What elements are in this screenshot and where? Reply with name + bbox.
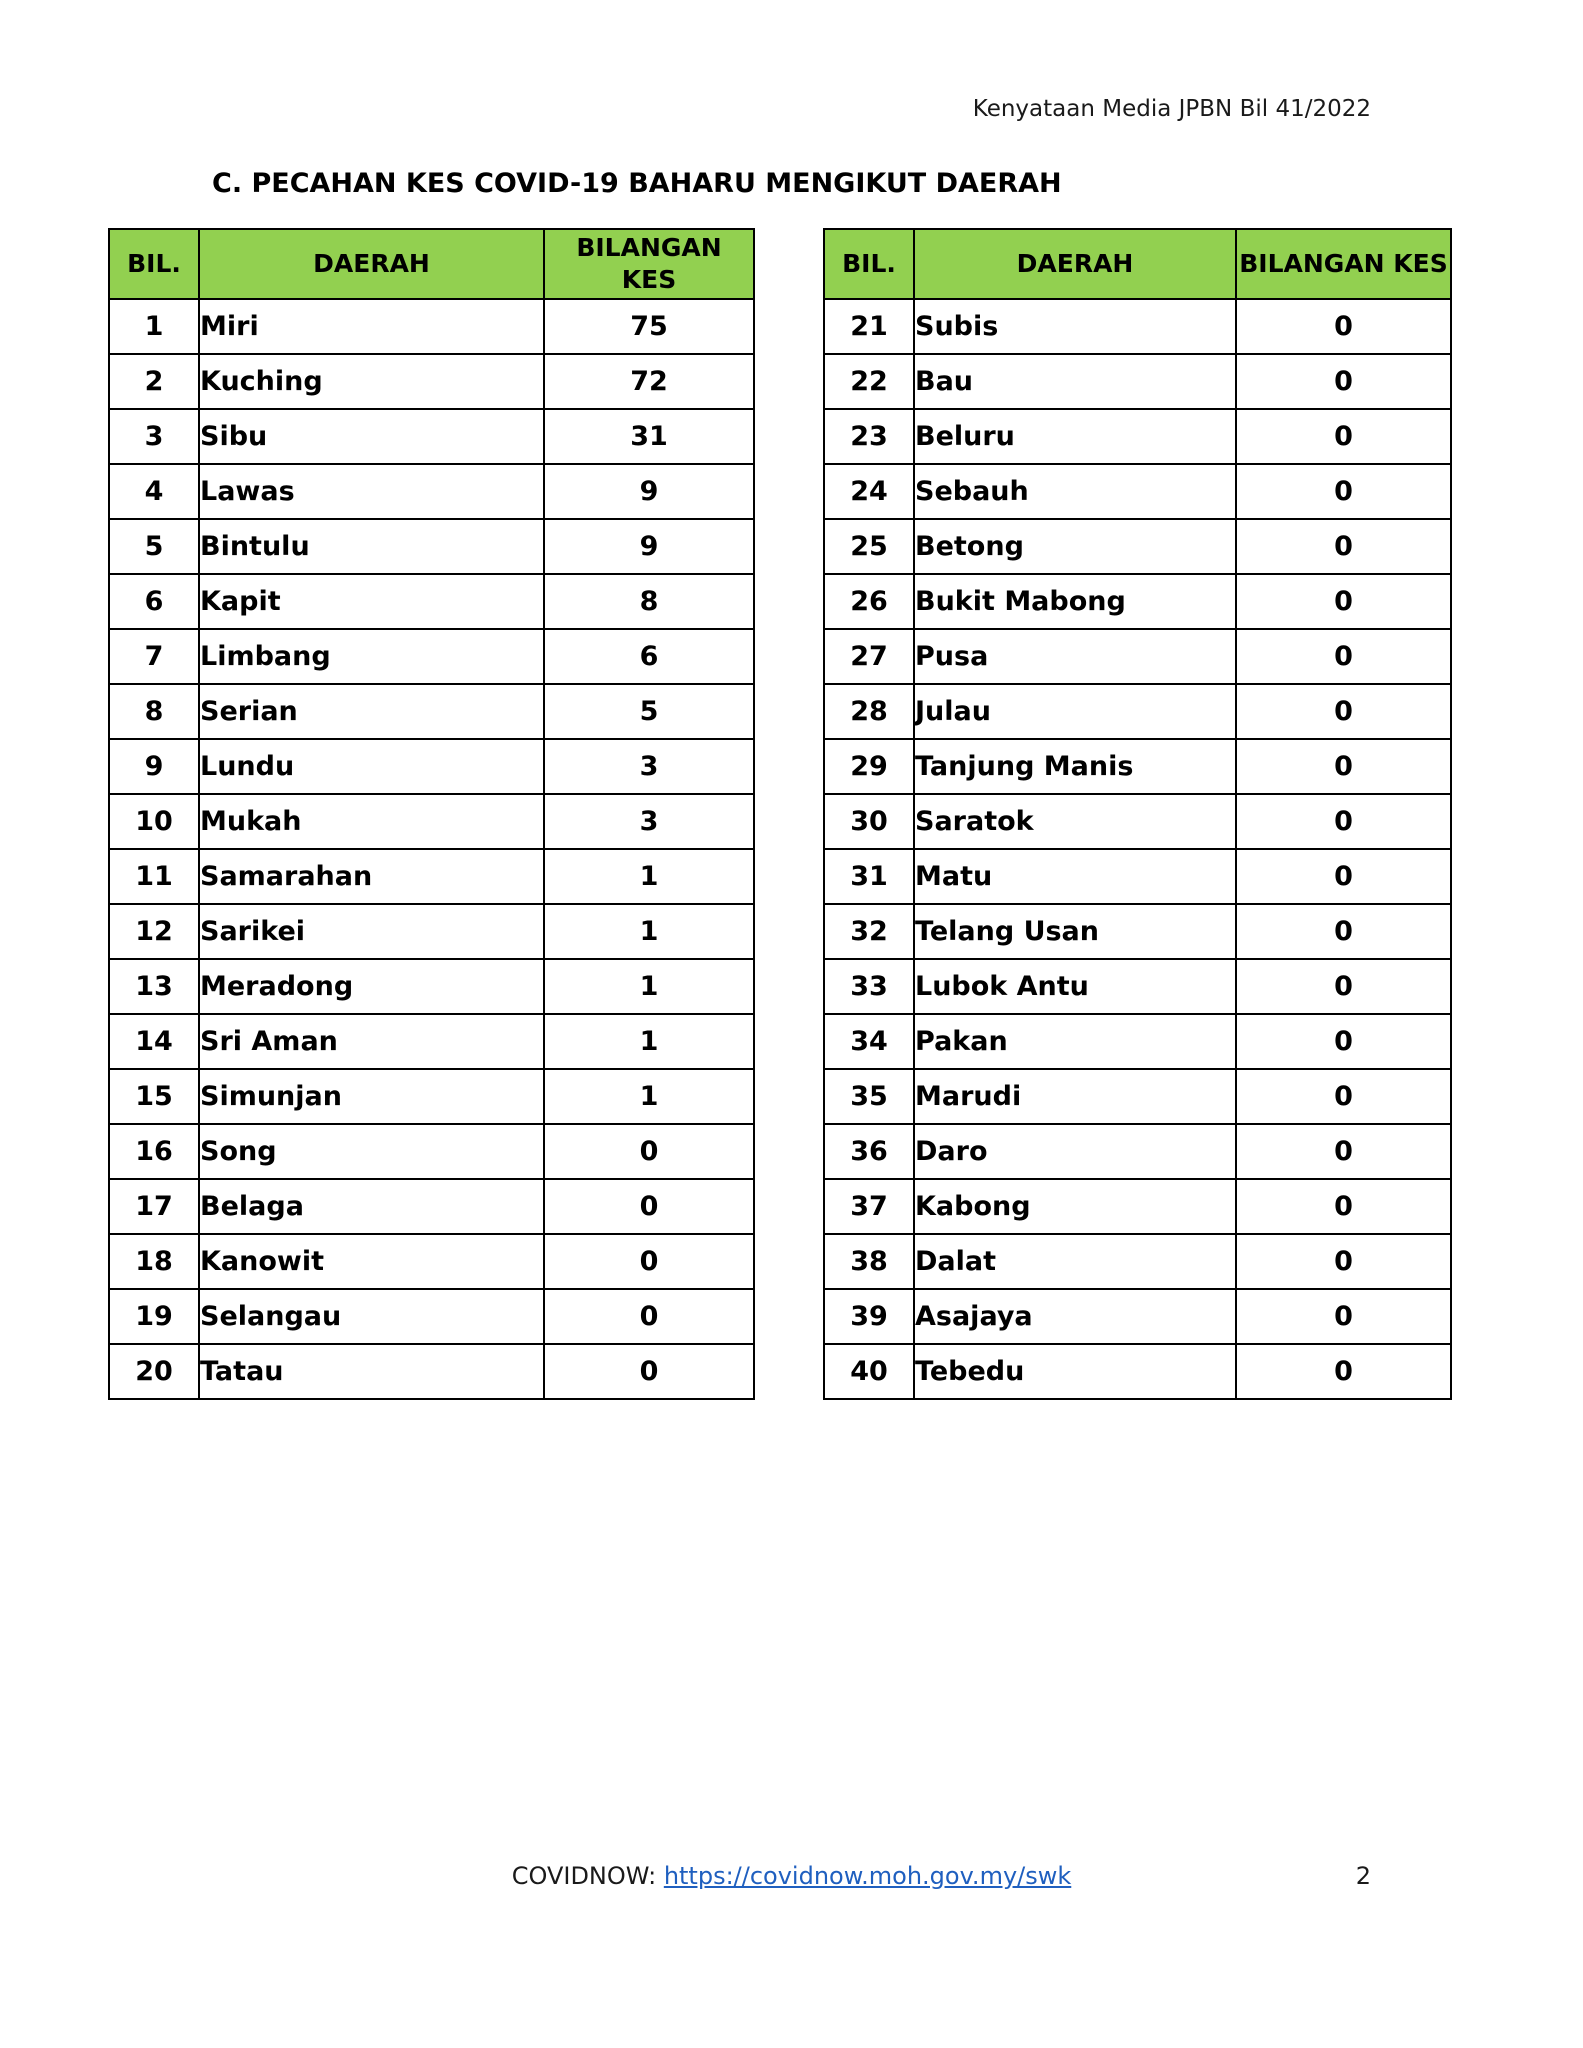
case-count: 0 bbox=[1236, 1069, 1451, 1124]
table-row bbox=[109, 519, 754, 574]
row-number: 39 bbox=[824, 1289, 914, 1344]
document-reference: Kenyataan Media JPBN Bil 41/2022 bbox=[972, 96, 1371, 122]
case-count: 0 bbox=[544, 1234, 754, 1289]
district-name: Samarahan bbox=[199, 849, 544, 904]
case-count: 9 bbox=[544, 464, 754, 519]
district-name: Tanjung Manis bbox=[914, 739, 1236, 794]
case-count: 0 bbox=[1236, 299, 1451, 354]
case-count: 0 bbox=[544, 1179, 754, 1234]
district-cases-table-left bbox=[108, 228, 755, 1400]
district-name: Simunjan bbox=[199, 1069, 544, 1124]
district-name: Bau bbox=[914, 354, 1236, 409]
district-name: Mukah bbox=[199, 794, 544, 849]
row-number: 25 bbox=[824, 519, 914, 574]
row-number: 40 bbox=[824, 1344, 914, 1399]
case-count: 6 bbox=[544, 629, 754, 684]
row-number: 23 bbox=[824, 409, 914, 464]
header-bil: BIL. bbox=[824, 229, 914, 299]
row-number: 35 bbox=[824, 1069, 914, 1124]
row-number: 31 bbox=[824, 849, 914, 904]
row-number: 18 bbox=[109, 1234, 199, 1289]
district-name: Saratok bbox=[914, 794, 1236, 849]
district-name: Sri Aman bbox=[199, 1014, 544, 1069]
table-row bbox=[109, 1344, 754, 1399]
row-number: 1 bbox=[109, 299, 199, 354]
district-name: Pakan bbox=[914, 1014, 1236, 1069]
case-count: 0 bbox=[1236, 794, 1451, 849]
footer bbox=[0, 1862, 1583, 1890]
case-count: 31 bbox=[544, 409, 754, 464]
case-count: 0 bbox=[1236, 1344, 1451, 1399]
table-row bbox=[824, 794, 1451, 849]
table-row bbox=[109, 1234, 754, 1289]
table-row bbox=[824, 1069, 1451, 1124]
case-count: 0 bbox=[1236, 904, 1451, 959]
case-count: 5 bbox=[544, 684, 754, 739]
row-number: 7 bbox=[109, 629, 199, 684]
row-number: 4 bbox=[109, 464, 199, 519]
table-row bbox=[824, 1234, 1451, 1289]
table-row bbox=[824, 739, 1451, 794]
district-cases-table-right bbox=[823, 228, 1452, 1400]
district-name: Julau bbox=[914, 684, 1236, 739]
case-count: 0 bbox=[544, 1289, 754, 1344]
district-name: Serian bbox=[199, 684, 544, 739]
row-number: 37 bbox=[824, 1179, 914, 1234]
page-number: 2 bbox=[1355, 1862, 1371, 1890]
row-number: 36 bbox=[824, 1124, 914, 1179]
table-row bbox=[109, 629, 754, 684]
row-number: 17 bbox=[109, 1179, 199, 1234]
row-number: 29 bbox=[824, 739, 914, 794]
row-number: 34 bbox=[824, 1014, 914, 1069]
table-row bbox=[109, 1179, 754, 1234]
table-row bbox=[109, 1014, 754, 1069]
row-number: 3 bbox=[109, 409, 199, 464]
row-number: 8 bbox=[109, 684, 199, 739]
table-row bbox=[109, 464, 754, 519]
table-row bbox=[824, 574, 1451, 629]
district-name: Meradong bbox=[199, 959, 544, 1014]
row-number: 14 bbox=[109, 1014, 199, 1069]
district-name: Belaga bbox=[199, 1179, 544, 1234]
district-name: Sebauh bbox=[914, 464, 1236, 519]
row-number: 22 bbox=[824, 354, 914, 409]
case-count: 3 bbox=[544, 739, 754, 794]
table-header-row bbox=[824, 229, 1451, 299]
row-number: 13 bbox=[109, 959, 199, 1014]
table-row bbox=[824, 684, 1451, 739]
case-count: 0 bbox=[1236, 849, 1451, 904]
case-count: 0 bbox=[1236, 684, 1451, 739]
row-number: 21 bbox=[824, 299, 914, 354]
row-number: 10 bbox=[109, 794, 199, 849]
district-name: Betong bbox=[914, 519, 1236, 574]
row-number: 15 bbox=[109, 1069, 199, 1124]
case-count: 0 bbox=[544, 1344, 754, 1399]
table-row bbox=[109, 299, 754, 354]
case-count: 8 bbox=[544, 574, 754, 629]
district-name: Lubok Antu bbox=[914, 959, 1236, 1014]
table-row bbox=[824, 354, 1451, 409]
case-count: 0 bbox=[1236, 574, 1451, 629]
row-number: 6 bbox=[109, 574, 199, 629]
row-number: 28 bbox=[824, 684, 914, 739]
district-name: Miri bbox=[199, 299, 544, 354]
row-number: 26 bbox=[824, 574, 914, 629]
case-count: 9 bbox=[544, 519, 754, 574]
table-row bbox=[109, 849, 754, 904]
row-number: 20 bbox=[109, 1344, 199, 1399]
table-row bbox=[824, 409, 1451, 464]
district-name: Daro bbox=[914, 1124, 1236, 1179]
district-name: Tatau bbox=[199, 1344, 544, 1399]
district-name: Bintulu bbox=[199, 519, 544, 574]
case-count: 0 bbox=[1236, 354, 1451, 409]
table-row bbox=[824, 904, 1451, 959]
row-number: 38 bbox=[824, 1234, 914, 1289]
district-name: Tebedu bbox=[914, 1344, 1236, 1399]
district-name: Lundu bbox=[199, 739, 544, 794]
row-number: 33 bbox=[824, 959, 914, 1014]
case-count: 1 bbox=[544, 1069, 754, 1124]
table-row bbox=[109, 1124, 754, 1179]
district-name: Dalat bbox=[914, 1234, 1236, 1289]
table-row bbox=[109, 684, 754, 739]
row-number: 24 bbox=[824, 464, 914, 519]
district-name: Song bbox=[199, 1124, 544, 1179]
table-row bbox=[109, 904, 754, 959]
case-count: 0 bbox=[1236, 629, 1451, 684]
district-name: Telang Usan bbox=[914, 904, 1236, 959]
row-number: 2 bbox=[109, 354, 199, 409]
row-number: 12 bbox=[109, 904, 199, 959]
district-name: Kuching bbox=[199, 354, 544, 409]
row-number: 30 bbox=[824, 794, 914, 849]
row-number: 5 bbox=[109, 519, 199, 574]
case-count: 0 bbox=[1236, 464, 1451, 519]
row-number: 16 bbox=[109, 1124, 199, 1179]
table-row bbox=[824, 299, 1451, 354]
covidnow-link[interactable]: https://covidnow.moh.gov.my/swk bbox=[663, 1862, 1072, 1890]
district-name: Matu bbox=[914, 849, 1236, 904]
table-row bbox=[109, 959, 754, 1014]
district-name: Limbang bbox=[199, 629, 544, 684]
district-name: Selangau bbox=[199, 1289, 544, 1344]
case-count: 0 bbox=[544, 1124, 754, 1179]
table-row bbox=[824, 464, 1451, 519]
case-count: 1 bbox=[544, 904, 754, 959]
case-count: 0 bbox=[1236, 1014, 1451, 1069]
header-bilangan-kes: BILANGAN KES bbox=[1236, 229, 1451, 299]
table-row bbox=[109, 354, 754, 409]
case-count: 1 bbox=[544, 959, 754, 1014]
district-name: Pusa bbox=[914, 629, 1236, 684]
district-name: Beluru bbox=[914, 409, 1236, 464]
table-row bbox=[109, 739, 754, 794]
table-row bbox=[109, 794, 754, 849]
table-row bbox=[824, 1124, 1451, 1179]
case-count: 72 bbox=[544, 354, 754, 409]
table-row bbox=[824, 1289, 1451, 1344]
table-row bbox=[824, 1179, 1451, 1234]
table-header-row bbox=[109, 229, 754, 299]
row-number: 27 bbox=[824, 629, 914, 684]
row-number: 19 bbox=[109, 1289, 199, 1344]
header-daerah: DAERAH bbox=[914, 229, 1236, 299]
district-name: Sibu bbox=[199, 409, 544, 464]
row-number: 32 bbox=[824, 904, 914, 959]
case-count: 0 bbox=[1236, 1289, 1451, 1344]
table-row bbox=[109, 409, 754, 464]
table-row bbox=[109, 1289, 754, 1344]
district-name: Marudi bbox=[914, 1069, 1236, 1124]
district-name: Kabong bbox=[914, 1179, 1236, 1234]
case-count: 0 bbox=[1236, 739, 1451, 794]
district-name: Asajaya bbox=[914, 1289, 1236, 1344]
district-name: Bukit Mabong bbox=[914, 574, 1236, 629]
footer-label: COVIDNOW: bbox=[511, 1862, 664, 1890]
table-row bbox=[824, 1014, 1451, 1069]
table-row bbox=[824, 629, 1451, 684]
district-name: Subis bbox=[914, 299, 1236, 354]
table-row bbox=[824, 1344, 1451, 1399]
table-row bbox=[824, 849, 1451, 904]
header-bilangan-kes: BILANGAN KES bbox=[544, 229, 754, 299]
district-name: Lawas bbox=[199, 464, 544, 519]
case-count: 1 bbox=[544, 1014, 754, 1069]
case-count: 0 bbox=[1236, 1124, 1451, 1179]
table-row bbox=[109, 1069, 754, 1124]
header-bil: BIL. bbox=[109, 229, 199, 299]
table-row bbox=[109, 574, 754, 629]
case-count: 0 bbox=[1236, 1179, 1451, 1234]
case-count: 0 bbox=[1236, 959, 1451, 1014]
case-count: 0 bbox=[1236, 409, 1451, 464]
section-title: C. PECAHAN KES COVID-19 BAHARU MENGIKUT DAERAH bbox=[212, 168, 1062, 199]
district-name: Kapit bbox=[199, 574, 544, 629]
case-count: 1 bbox=[544, 849, 754, 904]
district-name: Sarikei bbox=[199, 904, 544, 959]
case-count: 3 bbox=[544, 794, 754, 849]
case-count: 0 bbox=[1236, 519, 1451, 574]
case-count: 0 bbox=[1236, 1234, 1451, 1289]
row-number: 11 bbox=[109, 849, 199, 904]
row-number: 9 bbox=[109, 739, 199, 794]
header-daerah: DAERAH bbox=[199, 229, 544, 299]
table-row bbox=[824, 959, 1451, 1014]
case-count: 75 bbox=[544, 299, 754, 354]
table-row bbox=[824, 519, 1451, 574]
district-name: Kanowit bbox=[199, 1234, 544, 1289]
